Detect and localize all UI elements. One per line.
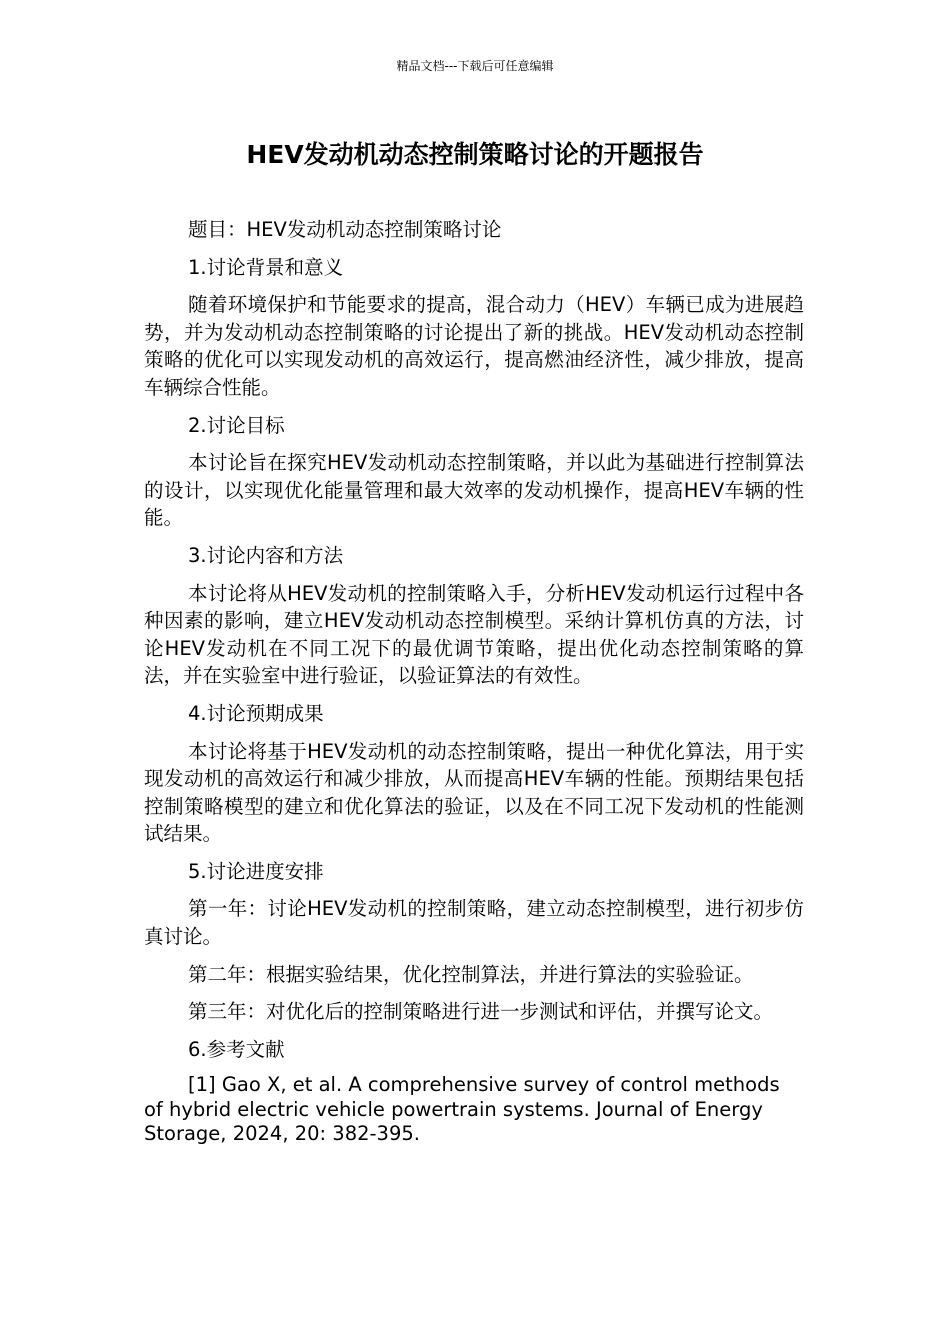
reference-item: [1] Gao X, et al. A comprehensive survey of control methods of hybrid electric vehicle powertrain systems. Journal of Energy Storage, 2024, 20: 382-395. [144,1073,780,1146]
schedule-year-1: 第一年：讨论HEV发动机的控制策略，建立动态控制模型，进行初步仿真讨论。 [144,897,804,949]
document-title: HEV发动机动态控制策略讨论的开题报告 [246,140,704,169]
section-heading-outcomes: 4.讨论预期成果 [188,701,324,725]
subject-line: 题目：HEV发动机动态控制策略讨论 [188,218,502,241]
paragraph-outcomes: 本讨论将基于HEV发动机的动态控制策略，提出一种优化算法，用于实现发动机的高效运行和减少排放，从而提高HEV车辆的性能。预期结果包括控制策略模型的建立和优化算法的验证，以及在不同工况下发动机的性能测试结果。 [144,739,804,846]
section-heading-background: 1.讨论背景和意义 [188,255,344,279]
schedule-year-3: 第三年：对优化后的控制策略进行进一步测试和评估，并撰写论文。 [188,1000,774,1024]
schedule-year-2: 第二年：根据实验结果，优化控制算法，并进行算法的实验验证。 [188,962,754,986]
paragraph-goals: 本讨论旨在探究HEV发动机动态控制策略，并以此为基础进行控制算法的设计，以实现优化能量管理和最大效率的发动机操作，提高HEV车辆的性能。 [144,451,804,530]
section-heading-methods: 3.讨论内容和方法 [188,543,344,567]
running-header: 精品文档---下载后可任意编辑 [396,59,554,73]
section-heading-references: 6.参考文献 [188,1037,285,1061]
paragraph-background: 随着环境保护和节能要求的提高，混合动力（HEV）车辆已成为进展趋势，并为发动机动态控制策略的讨论提出了新的挑战。HEV发动机动态控制策略的优化可以实现发动机的高效运行，提高燃油经济性，减少排放，提高车辆综合性能。 [144,293,804,399]
document-body [144,216,804,1147]
paragraph-methods: 本讨论将从HEV发动机的控制策略入手，分析HEV发动机运行过程中各种因素的影响，建立HEV发动机动态控制模型。采纳计算机仿真的方法，讨论HEV发动机在不同工况下的最优调节策略，提出优化动态控制策略的算法，并在实验室中进行验证，以验证算法的有效性。 [144,581,804,688]
section-heading-goals: 2.讨论目标 [188,413,285,437]
section-heading-schedule: 5.讨论进度安排 [188,859,324,883]
